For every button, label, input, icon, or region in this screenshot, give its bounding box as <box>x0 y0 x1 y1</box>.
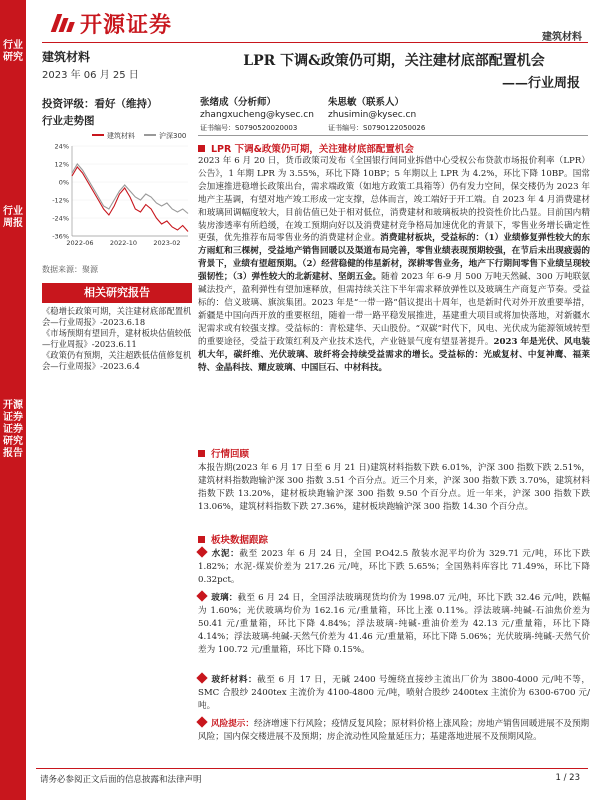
section-title: 行情回顾 <box>211 449 250 460</box>
legend-label: 建筑材料 <box>107 132 135 140</box>
strip-label-top: 行业研究 <box>3 40 23 63</box>
risk-warning <box>198 718 590 744</box>
related-report-item[interactable]: 《稳增长政策可期，关注建材底部配置机会—行业周报》-2023.6.18 <box>42 306 192 327</box>
report-title: LPR 下调&政策仍可期，关注建材底部配置机会 <box>243 53 545 69</box>
item-label: 玻璃： <box>211 593 238 603</box>
section-1-body <box>198 155 590 374</box>
bullet-diamond-icon <box>196 590 207 601</box>
analyst-email[interactable]: zhangxucheng@kysec.cn <box>200 110 314 120</box>
cement-item <box>198 548 590 587</box>
x-tick-label: 2023-02 <box>153 239 181 247</box>
report-date: 2023 年 06 月 25 日 <box>42 70 139 81</box>
trend-chart-svg <box>42 128 192 258</box>
item-text: 截至 6 月 24 日，全国浮法玻璃现货均价为 1998.07 元/吨，环比下跌 32.46 元/吨，跌幅为 1.60%；光伏玻璃均价为 162.16 元/重量箱，环比上涨 0.11%。浮法玻璃-纯碱-石油焦价差为 50.41 元/重量箱，环比下降 4.84%；浮法玻璃-纯碱-重油价差为 42.13 元/重量箱，环比下降 4.14%；浮法玻璃-纯碱-天然气价差为 41.46 元/重量箱，环比下降 5.06%；光伏玻璃-纯碱-天然气价差为 100.72 元/重量箱，环比下降 0.15%。 <box>198 593 590 655</box>
analyst-1 <box>200 96 314 135</box>
paragraph-bold: 消费建材板块，受益标的：（1）业绩修复弹性较大的东方雨虹和三棵树，受益地产销售回暖以及渠道布局完善，零售业绩表现预期较强，在节后未出现疲弱的背景下，业绩有望超预期。（2）经营稳健的伟星新材，深耕零售业务，地产下行期间零售下业绩呈现较强韧性；（3）弹性较大的北新建材、坚朗五金。 <box>198 233 590 283</box>
bullet-diamond-icon <box>196 546 207 557</box>
paragraph: 2023 年 6 月 20 日，货币政策司发布《全国银行间同业拆借中心受权公布贷款市场报价利率（LPR）公告》，1 年期 LPR 为 3.55%，环比下降 10BP；5 年期以上 LPR 为 4.2%，环比下降 10BP。国常会加速推进稳增长政策出台，需求端政策（如地方政策工具箱等）仍有发力空间，保交楼仍为 2023 年地产主基调，有望对地产竣工形成一定支撑，总体而言，竣工端好于开工端。自 2023 年 4 月消费建材和玻璃回调幅度较大，目前估值已处于相对低位，消费建材和玻璃板块的投资性价比凸显。目前国内精装房渗透率有所趋缓，在竣工预期向好以及消费建材竞争格局加速优化的背景下，零售业务增长确定性更强，优先推荐布局零售业务的消费建材企业。 <box>198 156 590 244</box>
y-tick-label: -12% <box>52 196 69 205</box>
analyst-name: 朱思敏（联系人） <box>328 97 405 108</box>
section-2-body: 本报告期(2023 年 6 月 17 日至 6 月 21 日)建筑材料指数下跌 6.01%，沪深 300 指数下跌 2.51%，建筑材料指数跑输沪深 300 指数 3.51 个百分点。近三个月来，沪深 300 指数下跌 3.70%，建筑材料指数下跌 13.20%，建材板块跑输沪深 300 指数 9.50 个百分点。近一年来，沪深 300 指数下跌 13.06%，建筑材料指数下跌 27.36%，建材板块跑输沪深 300 指数 14.30 个百分点。 <box>198 463 590 512</box>
analyst-2 <box>328 96 425 135</box>
side-strip <box>0 0 26 800</box>
y-tick-label: 0% <box>58 178 69 187</box>
section-head-3 <box>198 532 268 546</box>
paragraph: 2023 年是“一带一路”倡议提出十周年，也是新时代对外开放重要举措，新疆是中国向西开放的重要枢纽，随着一带一路平稳发展推进，基建重大项目或将加快落地，对新疆水泥需求或有较强支撑。受益标的：青松建华、天山股份。“双碳”时代下，风电、光伏成为能源领域转型的重要途径，受益于政策红利及产业技术迭代，产业链景气度有望显著提升。 <box>198 297 590 347</box>
legend-label: 沪深300 <box>159 132 187 140</box>
related-reports-list <box>42 306 192 372</box>
section-title: 板块数据跟踪 <box>211 535 269 546</box>
analyst-email[interactable]: zhusimin@kysec.cn <box>328 110 417 120</box>
paragraph-bold: 2023 年是光伏、风电装机大年，碳纤维、光伏玻璃、玻纤将会持续受益需求的增长。受益标的：光威复材、中复神鹰、福莱特、金晶科技、耀皮玻璃、中国巨石、中材科技。 <box>198 336 590 373</box>
section-head-1 <box>198 141 414 155</box>
related-report-item[interactable]: 《政策仍有预期，关注超跌低估值修复机会—行业周报》-2023.6.4 <box>42 350 192 371</box>
analyst-cert: 证书编号：S0790520020003 <box>200 124 298 132</box>
series-line <box>72 164 188 214</box>
item-label: 水泥： <box>211 549 240 559</box>
header-category: 建筑材料 <box>542 32 582 43</box>
section-marker-icon <box>198 450 205 457</box>
logo-text: 开源证券 <box>80 12 173 38</box>
footer-rule <box>36 768 588 769</box>
strip-label-middle: 行业周报 <box>3 206 23 229</box>
y-tick-label: -24% <box>52 214 69 223</box>
risk-label: 风险提示： <box>211 719 254 729</box>
paragraph: 随着 2023 年 6-9 月 500 万吨天然碱、300 万吨联氨碱法投产，盈利弹性有望加速释放，但需持续关注下半年需求释放弹性以及玻璃生产商复产节奏。受益标的：信义玻璃、旗滨集团。 <box>198 272 590 308</box>
analyst-rule <box>198 135 588 136</box>
item-label: 玻纤材料： <box>211 675 258 685</box>
logo <box>52 8 172 38</box>
analyst-name: 张绪成（分析师） <box>200 97 277 108</box>
bullet-diamond-icon <box>196 716 207 727</box>
industry-name: 建筑材料 <box>42 50 91 64</box>
fiber-item <box>198 674 590 713</box>
item-text: 截至 6 月 17 日，无碱 2400 号缠绕直接纱主流出厂价为 3800-4000 元/吨不等，SMC 合股纱 2400tex 主流价为 4100-4800 元/吨，喷射合股纱 2400tex 主流价为 6300-6700 元/吨。 <box>198 675 590 711</box>
y-tick-label: -36% <box>52 232 69 241</box>
related-reports-header: 相关研究报告 <box>42 283 192 303</box>
section-marker-icon <box>198 536 205 543</box>
page-number: 1 / 23 <box>555 773 580 783</box>
section-head-2 <box>198 446 249 460</box>
x-tick-label: 2022-10 <box>109 239 138 247</box>
x-tick-label: 2022-06 <box>66 239 94 247</box>
logo-mark-icon <box>52 12 74 34</box>
trend-title: 行业走势图 <box>42 115 95 127</box>
y-tick-label: 24% <box>54 142 69 151</box>
footer-disclaimer[interactable]: 请务必参阅正文后面的信息披露和法律声明 <box>40 775 202 785</box>
chart-source: 数据来源：聚源 <box>42 265 98 274</box>
risk-text: 经济增速下行风险；疫情反复风险；原材料价格上涨风险；房地产销售回暖进展不及预期风险；国内保交楼进展不及预期；房企流动性风险量延压力；基建落地进展不及预期风险。 <box>198 719 590 742</box>
section-marker-icon <box>198 145 205 152</box>
header-rule <box>42 42 588 43</box>
section-title: LPR 下调&政策仍可期，关注建材底部配置机会 <box>211 144 414 155</box>
glass-item <box>198 592 590 657</box>
y-tick-label: 12% <box>54 160 69 169</box>
analyst-cert: 证书编号：S0790122050026 <box>328 124 426 132</box>
item-text: 截至 2023 年 6 月 24 日，全国 P.O42.5 散装水泥平均价为 329.71 元/吨，环比下跌 1.82%；水泥-煤炭价差为 217.26 元/吨，环比下跌 5.65%；全国熟料库容比 71.49%，环比下降 0.32pct。 <box>198 549 590 585</box>
strip-label-bottom: 开源证券 证券研究报告 <box>3 400 23 459</box>
bullet-diamond-icon <box>196 672 207 683</box>
trend-chart <box>42 128 192 258</box>
related-report-item[interactable]: 《市场预期有望回升，建材板块估值较低—行业周报》-2023.6.11 <box>42 328 192 349</box>
series-line <box>72 167 188 232</box>
rating: 投资评级：看好（维持） <box>42 98 158 110</box>
report-subtitle: ——行业周报 <box>501 76 580 91</box>
